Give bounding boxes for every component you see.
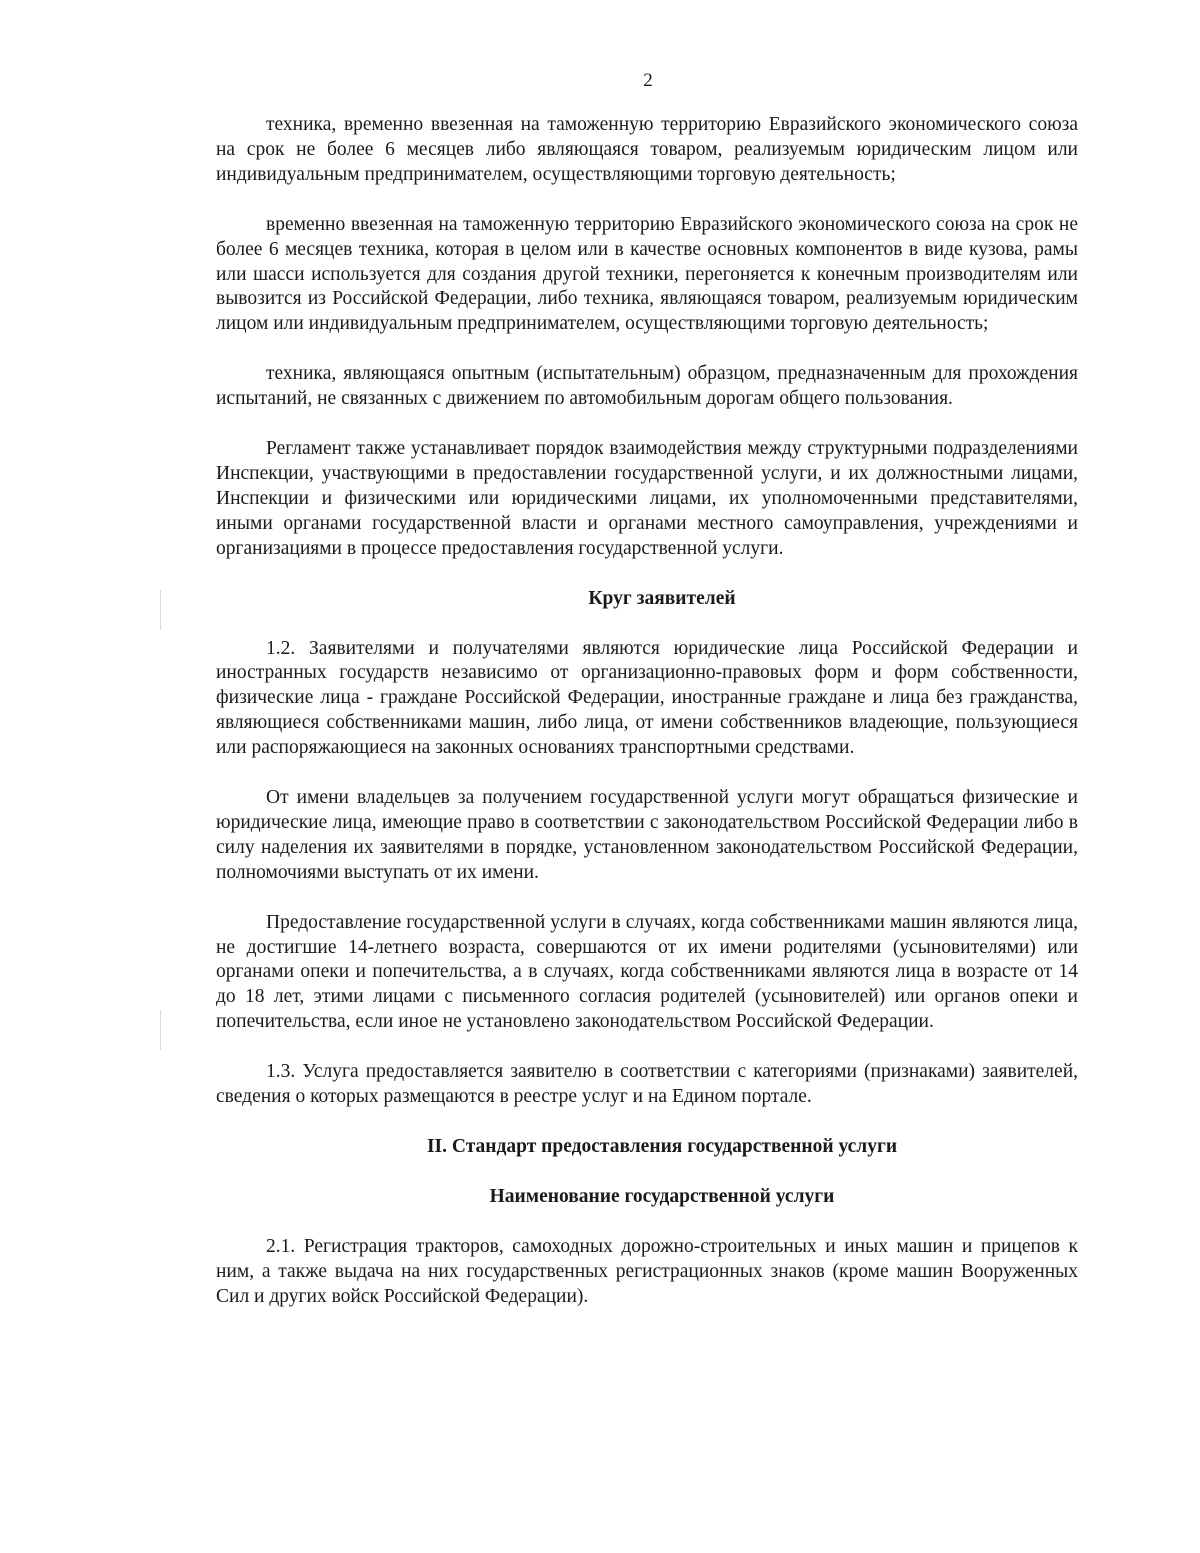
paragraph: 1.3. Услуга предоставляется заявителю в соответствии с категориями (признаками) заявителей, сведения о которых размещаются в реестре услуг и на Едином портале. xyxy=(216,1061,1078,1108)
page-number: 2 xyxy=(643,70,653,91)
paragraph: временно ввезенная на таможенную территорию Евразийского экономического союза на срок не более 6 месяцев техника, которая в целом или в качестве основных компонентов в виде кузова, рамы или шасси используется для создания другой техники, перегоняется к конечным производителям или вывозится из Российской Федерации, либо техника, являющаяся товаром, реализуемым юридическим лицом или индивидуальным предпринимателем, осуществляющими торговую деятельность; xyxy=(216,213,1078,335)
paragraph: От имени владельцев за получением государственной услуги могут обращаться физические и юридические лица, имеющие право в соответствии с законодательством Российской Федерации либо в силу наделения их заявителями в порядке, установленном законодательством Российской Федерации, полномочиями выступать от их имени. xyxy=(216,787,1078,883)
paragraph: 2.1. Регистрация тракторов, самоходных дорожно-строительных и иных машин и прицепов к ним, а также выдача на них государственных регистрационных знаков (кроме машин Вооруженных Сил и других войск Российской Федерации). xyxy=(216,1235,1078,1307)
paragraph: 1.2. Заявителями и получателями являются юридические лица Российской Федерации и иностранных государств независимо от организационно-правовых форм и форм собственности, физические лица - граждане Российской Федерации, иностранные граждане и лица без гражданства, являющиеся собственниками машин, либо лица, от имени собственников владеющие, пользующиеся или распоряжающиеся на законных основаниях транспортными средствами. xyxy=(216,637,1078,759)
section-heading-applicants: Круг заявителей xyxy=(588,587,736,609)
section-heading-service-name: Наименование государственной услуги xyxy=(489,1185,835,1207)
document-body xyxy=(216,113,1078,1335)
section-heading-standard: II. Стандарт предоставления государственной услуги xyxy=(426,1136,898,1157)
paragraph: Предоставление государственной услуги в случаях, когда собственниками машин являются лица, не достигшие 14-летнего возраста, совершаются от их имени родителями (усыновителями) или органами опеки и попечительства, а в случаях, когда собственниками являются лица в возрасте от 14 до 18 лет, этими лицами с письменного согласия родителей (усыновителей) или органов опеки и попечительства, если иное не установлено законодательством Российской Федерации. xyxy=(216,911,1078,1033)
paragraph: техника, временно ввезенная на таможенную территорию Евразийского экономического союза на срок не более 6 месяцев либо являющаяся товаром, реализуемым юридическим лицом или индивидуальным предпринимателем, осуществляющими торговую деятельность; xyxy=(216,114,1078,185)
scan-artifact-line xyxy=(160,590,161,630)
paragraph: техника, являющаяся опытным (испытательным) образцом, предназначенным для прохождения испытаний, не связанных с движением по автомобильным дорогам общего пользования. xyxy=(216,363,1078,410)
scan-artifact-line xyxy=(160,1010,161,1050)
paragraph: Регламент также устанавливает порядок взаимодействия между структурными подразделениями Инспекции, участвующими в предоставлении государственной услуги, и их должностными лицами, Инспекции и физическими или юридическими лицами, их уполномоченными представителями, иными органами государственной власти и органами местного самоуправления, учреждениями и организациями в процессе предоставления государственной услуги. xyxy=(216,438,1078,559)
